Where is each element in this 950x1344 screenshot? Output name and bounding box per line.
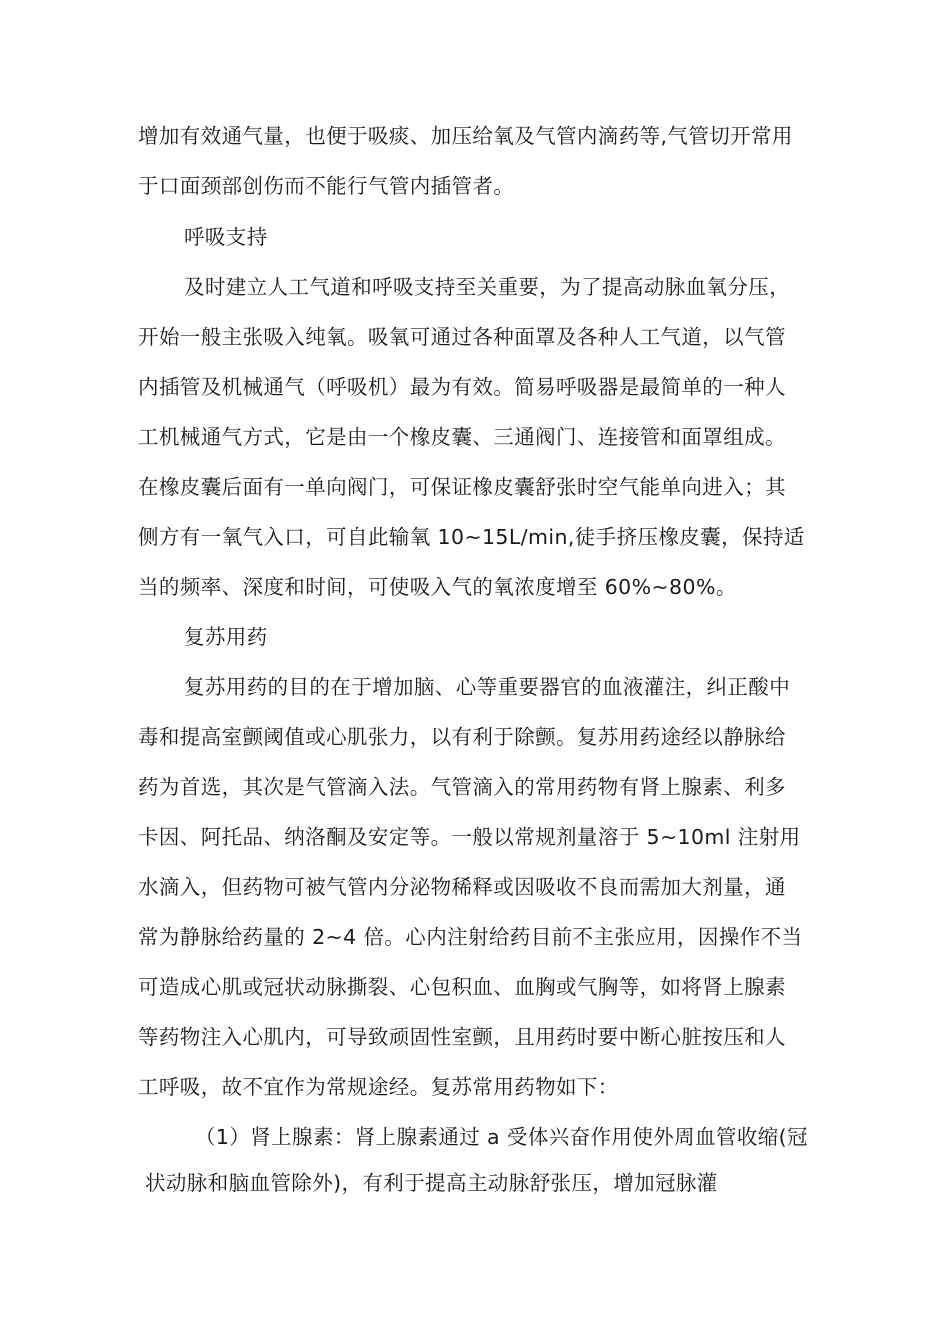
paragraph-line: 工机械通气方式，它是由一个橡皮囊、三通阀门、连接管和面罩组成。	[138, 425, 786, 449]
paragraph-line: 及时建立人工气道和呼吸支持至关重要，为了提高动脉血氧分压，	[184, 275, 791, 299]
paragraph-line: 等药物注入心肌内，可导致顽固性室颤，且用药时要中断心脏按压和人	[138, 1025, 786, 1049]
paragraph-line: 毒和提高室颤阈值或心肌张力，以有利于除颤。复苏用药途经以静脉给	[138, 725, 786, 749]
section-heading-respiratory-support: 呼吸支持	[184, 225, 268, 249]
paragraph-line: 在橡皮囊后面有一单向阀门，可保证橡皮囊舒张时空气能单向进入；其	[138, 475, 786, 499]
paragraph-line: 于口面颈部创伤而不能行气管内插管者。	[138, 174, 515, 198]
paragraph-line: 增加有效通气量，也便于吸痰、加压给氧及气管内滴药等,气管切开常用	[138, 124, 793, 148]
paragraph-line: 复苏用药的目的在于增加脑、心等重要器官的血液灌注，纠正酸中	[184, 675, 791, 699]
list-item-epinephrine: （1）肾上腺素：肾上腺素通过 a 受体兴奋作用使外周血管收缩(冠	[195, 1125, 808, 1149]
paragraph-line: 内插管及机械通气（呼吸机）最为有效。简易呼吸器是最简单的一种人	[138, 375, 786, 399]
paragraph-line: 常为静脉给药量的 2~4 倍。心内注射给药目前不主张应用，因操作不当	[138, 925, 803, 949]
paragraph-line: 开始一般主张吸入纯氧。吸氧可通过各种面罩及各种人工气道，以气管	[138, 325, 786, 349]
paragraph-line: 药为首选，其次是气管滴入法。气管滴入的常用药物有肾上腺素、利多	[138, 775, 786, 799]
paragraph-line: 卡因、阿托品、纳洛酮及安定等。一般以常规剂量溶于 5~10ml 注射用	[138, 825, 801, 849]
paragraph-line: 侧方有一氧气入口，可自此输氧 10~15L/min,徒手挤压橡皮囊，保持适	[138, 525, 805, 549]
section-heading-resuscitation-drugs: 复苏用药	[184, 625, 268, 649]
paragraph-line: 可造成心肌或冠状动脉撕裂、心包积血、血胸或气胸等，如将肾上腺素	[138, 975, 786, 999]
paragraph-line: 工呼吸，故不宜作为常规途经。复苏常用药物如下：	[138, 1075, 619, 1099]
paragraph-line: 状动脉和脑血管除外)，有利于提高主动脉舒张压，增加冠脉灌	[145, 1171, 718, 1195]
paragraph-line: 当的频率、深度和时间，可使吸入气的氧浓度增至 60%~80%。	[138, 575, 737, 599]
paragraph-line: 水滴入，但药物可被气管内分泌物稀释或因吸收不良而需加大剂量，通	[138, 875, 786, 899]
